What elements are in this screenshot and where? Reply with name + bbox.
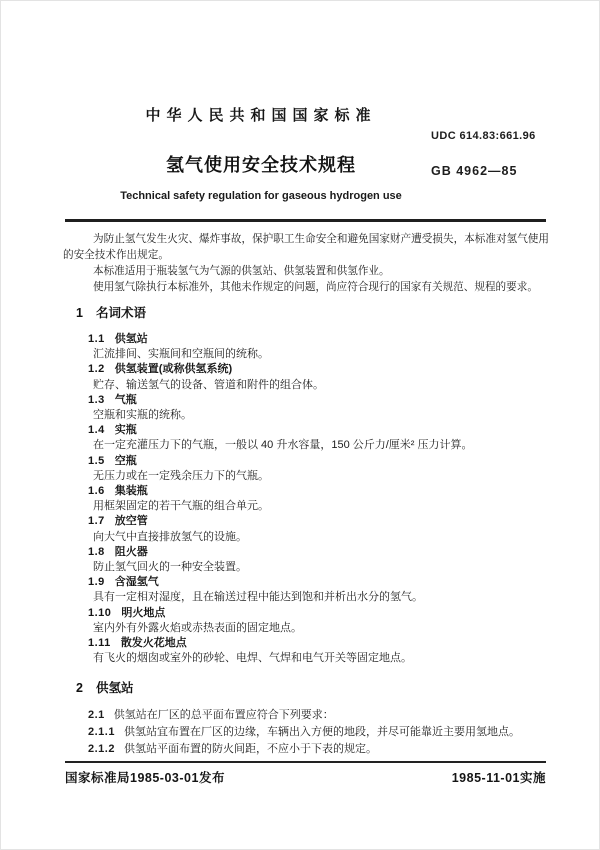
term-number: 1.5 — [88, 454, 105, 467]
section-title: 名词术语 — [95, 306, 146, 320]
clause-text: 供氢站在厂区的总平面布置应符合下列要求： — [113, 709, 334, 722]
term-number: 1.4 — [88, 424, 105, 437]
term-definition: 有飞火的烟囱或室外的砂轮、电焊、气焊和电气开关等固定地点。 — [93, 652, 412, 665]
section-2-heading — [76, 678, 549, 696]
term-definition: 室内外有外露火焰或赤热表面的固定地点。 — [93, 621, 302, 634]
header-center-column — [65, 104, 457, 202]
term-number: 1.2 — [88, 363, 105, 376]
term-name: 集装瓶 — [114, 485, 148, 498]
term-number: 1.3 — [88, 393, 105, 406]
term-definition: 无压力或在一定残余压力下的气瓶。 — [93, 469, 269, 482]
term-number: 1.9 — [88, 576, 105, 589]
clause-text: 供氢站宜布置在厂区的边缘，车辆出入方便的地段，并尽可能靠近主要用氢地点。 — [123, 726, 520, 739]
term-name: 供氢站 — [114, 333, 148, 345]
term-definition: 具有一定相对湿度，且在输送过程中能达到饱和并析出水分的氢气。 — [93, 591, 423, 604]
section-number: 2 — [76, 681, 83, 696]
term-number: 1.7 — [88, 515, 105, 528]
term-number: 1.8 — [88, 545, 105, 558]
section-title: 供氢站 — [95, 681, 134, 696]
term-name: 空瓶 — [114, 454, 137, 467]
term-definition: 防止氢气回火的一种安全装置。 — [93, 561, 247, 574]
standard-family-label: 中华人民共和国国家标准 — [145, 107, 377, 124]
term-number: 1.10 — [88, 606, 112, 619]
clause-text: 供氢站平面布置的防火间距，不应小于下表的规定。 — [123, 743, 377, 756]
term-heading — [88, 454, 549, 469]
document-title-en: Technical safety regulation for gaseous hydrogen use — [120, 190, 402, 202]
term-name: 实瓶 — [114, 424, 137, 437]
foreword — [63, 231, 549, 295]
term-heading — [88, 484, 549, 499]
udc-number: UDC 614.83:661.96 — [431, 130, 536, 142]
term-heading — [88, 362, 549, 377]
term-heading — [88, 332, 549, 347]
section-number: 1 — [76, 306, 83, 320]
term-number: 1.6 — [88, 485, 105, 498]
clause-item — [88, 741, 549, 758]
term-heading — [88, 514, 549, 529]
term-definition: 在一定充灌压力下的气瓶，一般以 40 升水容量，150 公斤力/厘米² 压力计算。 — [93, 439, 473, 452]
issue-date: 国家标准局1985-03-01发布 — [65, 771, 225, 785]
term-name: 阻火器 — [114, 545, 148, 558]
term-number: 1.11 — [88, 637, 111, 650]
term-name: 明火地点 — [121, 606, 166, 619]
term-name: 含湿氢气 — [114, 576, 159, 589]
term-heading — [88, 423, 549, 438]
foreword-paragraph: 为防止氢气发生火灾、爆炸事故，保护职工生命安全和避免国家财产遭受损失，本标准对氢气使用的安全技术作出规定。 — [63, 233, 549, 261]
clause-number: 2.1 — [88, 709, 105, 722]
effective-date: 1985-11-01实施 — [451, 771, 546, 785]
clause-number: 2.1.2 — [88, 743, 115, 756]
clause-item — [88, 707, 549, 724]
document-header — [65, 104, 546, 216]
section-1-heading — [76, 303, 549, 321]
clauses-list — [63, 707, 549, 758]
term-heading — [88, 575, 549, 590]
term-name: 气瓶 — [114, 393, 137, 406]
terms-list — [63, 332, 549, 666]
document-body — [63, 231, 549, 758]
term-name: 散发火花地点 — [120, 637, 187, 650]
footer-rule — [65, 761, 546, 763]
header-rule — [65, 219, 546, 222]
term-heading — [88, 545, 549, 560]
standard-number: GB 4962—85 — [431, 164, 518, 178]
term-definition: 空瓶和实瓶的统称。 — [93, 409, 192, 422]
document-title-zh: 氢气使用安全技术规程 — [166, 155, 356, 175]
foreword-paragraph: 使用氢气除执行本标准外，其他未作规定的问题，尚应符合现行的国家有关规范、规程的要求。 — [93, 281, 538, 293]
clause-number: 2.1.1 — [88, 726, 115, 739]
term-name: 放空管 — [114, 515, 148, 528]
term-definition: 用框架固定的若干气瓶的组合单元。 — [93, 500, 269, 513]
term-heading — [88, 636, 549, 651]
term-definition: 汇流排间、实瓶间和空瓶间的统称。 — [93, 348, 269, 361]
term-number: 1.1 — [88, 333, 105, 345]
term-definition: 向大气中直接排放氢气的设施。 — [93, 530, 247, 543]
term-heading — [88, 393, 549, 408]
clause-item — [88, 724, 549, 741]
term-definition: 贮存、输送氢气的设备、管道和附件的组合体。 — [93, 378, 324, 391]
foreword-paragraph: 本标准适用于瓶装氢气为气源的供氢站、供氢装置和供氢作业。 — [93, 265, 390, 277]
term-heading — [88, 606, 549, 621]
term-name: 供氢装置(或称供氢系统) — [114, 363, 233, 376]
